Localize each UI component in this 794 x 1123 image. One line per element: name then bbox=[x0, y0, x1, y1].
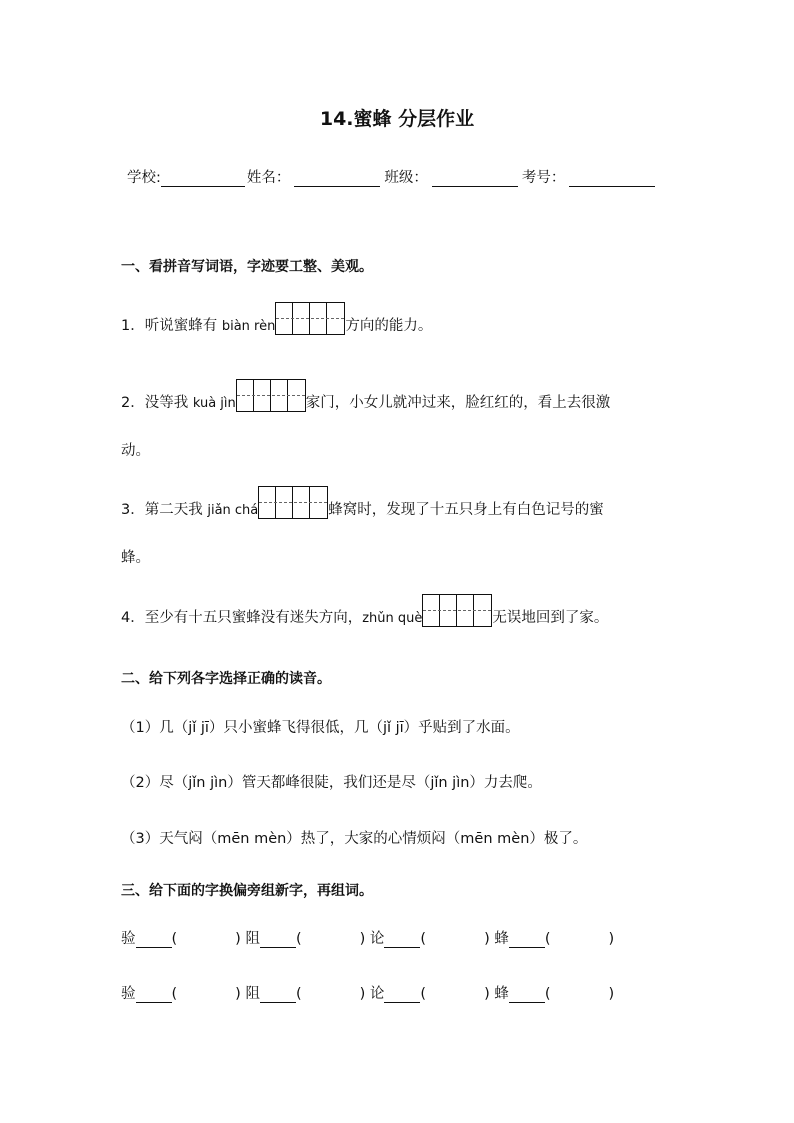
q2-line2: 动。 bbox=[121, 443, 150, 459]
school-blank[interactable] bbox=[161, 172, 245, 187]
question-4 bbox=[121, 594, 608, 627]
class-label: 班级： bbox=[384, 170, 428, 186]
paren-open: ( bbox=[420, 931, 427, 947]
question-2 bbox=[121, 379, 610, 412]
choice-item-3: （3）天气闷（mēn mèn）热了，大家的心情烦闷（mēn mèn）极了。 bbox=[121, 831, 588, 847]
q4-text-pre: 4．至少有十五只蜜蜂没有迷失方向， bbox=[121, 610, 363, 626]
q1-text-pre: 1．听说蜜蜂有 bbox=[121, 318, 222, 334]
char: 验 bbox=[121, 986, 136, 1002]
new-char-blank[interactable] bbox=[384, 988, 420, 1003]
radical-row-1 bbox=[121, 927, 614, 948]
section3-heading: 三、给下面的字换偏旁组新字，再组词。 bbox=[121, 883, 373, 899]
new-char-blank[interactable] bbox=[384, 933, 420, 948]
name-blank[interactable] bbox=[294, 172, 380, 187]
paren-close: ) bbox=[235, 986, 241, 1002]
char: 论 bbox=[369, 931, 385, 947]
q4-pinyin: zhǔn què bbox=[362, 611, 423, 626]
section2-heading: 二、给下列各字选择正确的读音。 bbox=[121, 671, 331, 687]
q3-pinyin: jiǎn chá bbox=[207, 503, 259, 518]
q2-writing-grid[interactable] bbox=[236, 379, 306, 412]
new-char-blank[interactable] bbox=[136, 933, 172, 948]
paren-open: ( bbox=[544, 986, 551, 1002]
q2-text-post: 家门，小女儿就冲过来，脸红红的，看上去很激 bbox=[305, 395, 611, 411]
q1-writing-grid[interactable] bbox=[275, 302, 345, 335]
choice-item-2: （2）尽（jǐn jìn）管天都峰很陡，我们还是尽（jǐn jìn）力去爬。 bbox=[121, 775, 542, 791]
new-char-blank[interactable] bbox=[136, 988, 172, 1003]
student-info-line bbox=[127, 166, 657, 187]
page-title: 14.蜜蜂 分层作业 bbox=[319, 108, 475, 130]
char: 验 bbox=[121, 931, 136, 947]
q4-writing-grid[interactable] bbox=[422, 594, 492, 627]
question-1 bbox=[121, 302, 432, 335]
paren-open: ( bbox=[171, 986, 178, 1002]
radical-row-2 bbox=[121, 982, 614, 1003]
q1-text-post: 方向的能力。 bbox=[345, 318, 433, 334]
class-blank[interactable] bbox=[432, 172, 518, 187]
new-char-blank[interactable] bbox=[509, 933, 545, 948]
name-label: 姓名： bbox=[246, 170, 291, 186]
q3-text-post: 蜂窝时，发现了十五只身上有白色记号的蜜 bbox=[328, 502, 604, 518]
new-char-blank[interactable] bbox=[260, 933, 296, 948]
paren-open: ( bbox=[171, 931, 178, 947]
paren-close: ) bbox=[484, 931, 490, 947]
school-label: 学校: bbox=[127, 170, 161, 186]
char: 蜂 bbox=[494, 931, 509, 947]
q2-pinyin: kuà jìn bbox=[192, 396, 236, 411]
paren-close: ) bbox=[235, 931, 241, 947]
new-char-blank[interactable] bbox=[260, 988, 296, 1003]
char: 阻 bbox=[245, 986, 260, 1002]
q3-line2: 蜂。 bbox=[121, 550, 150, 566]
question-3 bbox=[121, 486, 604, 519]
q4-text-post: 无误地回到了家。 bbox=[492, 610, 609, 626]
char: 阻 bbox=[245, 931, 260, 947]
q1-pinyin: biàn rèn bbox=[221, 319, 276, 334]
paren-open: ( bbox=[295, 931, 302, 947]
paren-close: ) bbox=[359, 986, 366, 1002]
paren-close: ) bbox=[359, 931, 366, 947]
paren-close: ) bbox=[608, 931, 615, 947]
paren-open: ( bbox=[420, 986, 427, 1002]
char: 论 bbox=[369, 986, 385, 1002]
q3-text-pre: 3．第二天我 bbox=[121, 502, 208, 518]
char: 蜂 bbox=[494, 986, 509, 1002]
paren-open: ( bbox=[295, 986, 302, 1002]
paren-close: ) bbox=[484, 986, 490, 1002]
number-blank[interactable] bbox=[569, 172, 655, 187]
new-char-blank[interactable] bbox=[509, 988, 545, 1003]
q2-text-pre: 2．没等我 bbox=[121, 395, 193, 411]
paren-open: ( bbox=[544, 931, 551, 947]
choice-item-1: （1）几（jǐ jī）只小蜜蜂飞得很低，几（jǐ jī）乎贴到了水面。 bbox=[121, 720, 520, 736]
section1-heading: 一、看拼音写词语，字迹要工整、美观。 bbox=[121, 259, 373, 275]
q3-writing-grid[interactable] bbox=[258, 486, 328, 519]
paren-close: ) bbox=[608, 986, 615, 1002]
number-label: 考号： bbox=[521, 170, 566, 186]
